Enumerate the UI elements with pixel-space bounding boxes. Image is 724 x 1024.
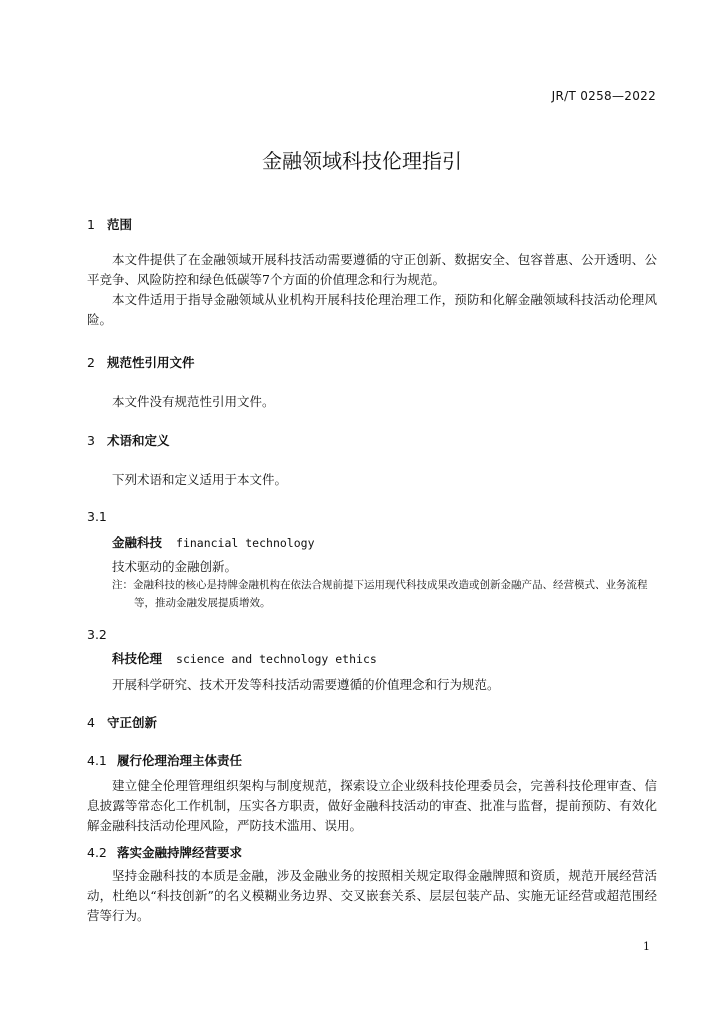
section-heading-4 — [87, 714, 657, 732]
term-number: 3.2 — [87, 627, 107, 642]
section-title: 范围 — [107, 217, 133, 232]
paragraph: 本文件没有规范性引用文件。 — [112, 394, 275, 409]
subsection-title: 落实金融持牌经营要求 — [117, 845, 243, 860]
section-title: 术语和定义 — [107, 433, 170, 448]
section-title: 守正创新 — [107, 715, 158, 730]
section-number: 3 — [87, 433, 95, 448]
term-definition: 技术驱动的金融创新。 — [112, 559, 238, 574]
subsection-heading-4-1 — [87, 752, 657, 770]
section-title: 规范性引用文件 — [107, 355, 195, 370]
term-chinese: 金融科技 — [112, 535, 163, 550]
term-entry — [112, 650, 657, 668]
subsection-title: 履行伦理治理主体责任 — [117, 753, 243, 768]
term-definition: 开展科学研究、技术开发等科技活动需要遵循的价值理念和行为规范。 — [112, 677, 500, 692]
page-number: 1 — [643, 940, 650, 953]
paragraph: 本文件适用于指导金融领域从业机构开展科技伦理治理工作，预防和化解金融领域科技活动伦理风险。 — [87, 292, 657, 327]
term-english: financial technology — [176, 536, 315, 550]
section-heading-3 — [87, 432, 657, 450]
standard-code: JR/T 0258—2022 — [551, 89, 656, 103]
section-number: 4 — [87, 715, 95, 730]
subsection-number: 4.1 — [87, 753, 107, 768]
term-entry — [112, 534, 657, 552]
paragraph: 下列术语和定义适用于本文件。 — [112, 472, 288, 487]
term-chinese: 科技伦理 — [112, 651, 163, 666]
paragraph: 本文件提供了在金融领域开展科技活动需要遵循的守正创新、数据安全、包容普惠、公开透明、公平竞争、风险防控和绿色低碳等7个方面的价值理念和行为规范。 — [87, 252, 657, 287]
paragraph: 建立健全伦理管理组织架构与制度规范，探索设立企业级科技伦理委员会，完善科技伦理审查、信息披露等常态化工作机制，压实各方职责，做好金融科技活动的审查、批准与监督，提前预防、有效化解金融科技活动伦理风险，严防技术滥用、误用。 — [87, 778, 657, 833]
term-number: 3.1 — [87, 509, 107, 524]
section-number: 1 — [87, 217, 95, 232]
term-english: science and technology ethics — [176, 652, 377, 666]
section-number: 2 — [87, 355, 95, 370]
section-heading-1 — [87, 216, 657, 234]
section-heading-2 — [87, 354, 657, 372]
document-body — [87, 216, 657, 926]
term-note: 注：金融科技的核心是持牌金融机构在依法合规前提下运用现代科技成果改造或创新金融产品、经营模式、业务流程等，推动金融发展提质增效。 — [112, 579, 648, 609]
paragraph: 坚持金融科技的本质是金融，涉及金融业务的按照相关规定取得金融牌照和资质，规范开展经营活动，杜绝以“科技创新”的名义模糊业务边界、交叉嵌套关系、层层包装产品、实施无证经营或超范围经营等行为。 — [87, 868, 657, 923]
document-title: 金融领域科技伦理指引 — [262, 149, 462, 173]
subsection-heading-4-2 — [87, 844, 657, 862]
subsection-number: 4.2 — [87, 845, 107, 860]
